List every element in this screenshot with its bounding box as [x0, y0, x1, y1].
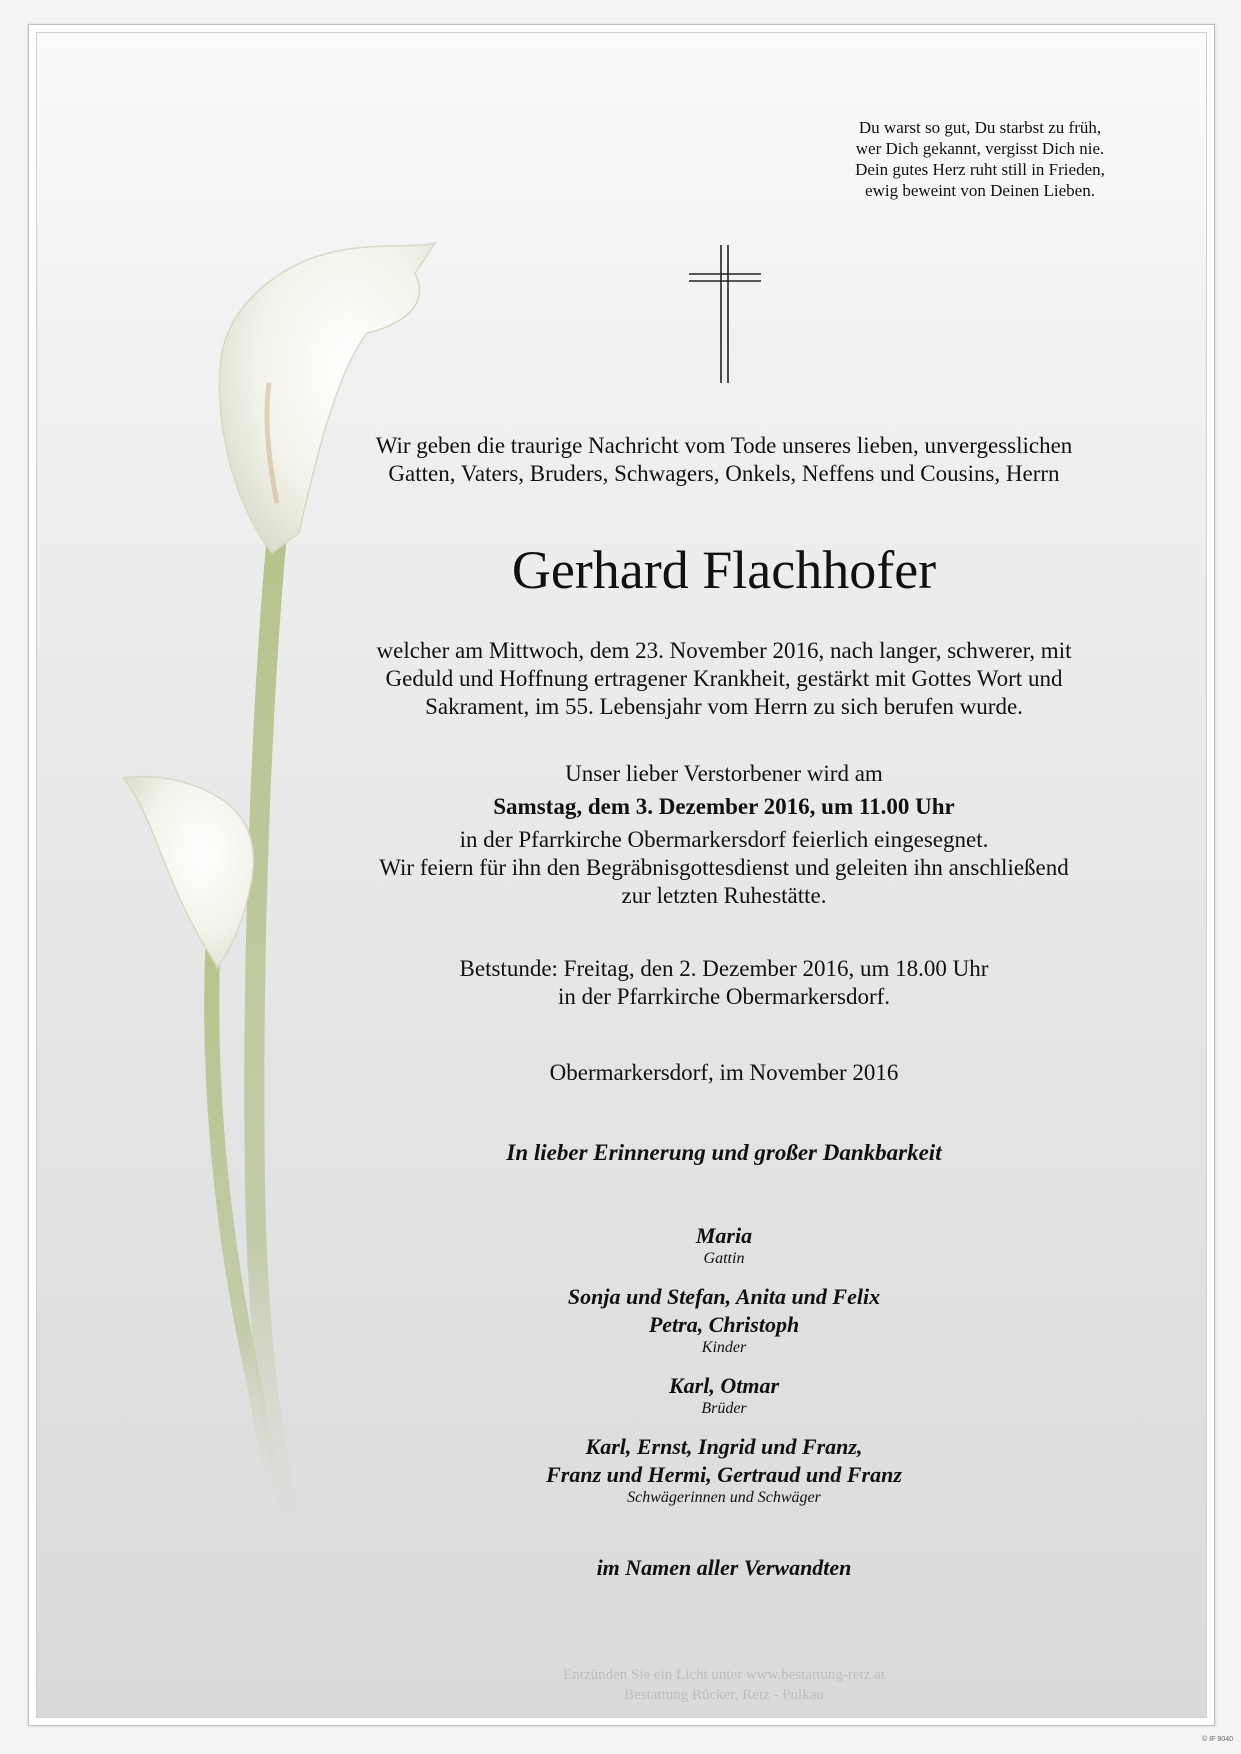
service-location-line: in der Pfarrkirche Obermarkersdorf feierlich eingesegnet.	[459, 827, 989, 852]
prayer-date-line: Betstunde: Freitag, den 2. Dezember 2016, um 18.00 Uhr	[459, 956, 989, 981]
mourner-role: Kinder	[701, 1339, 747, 1356]
mourner-group-children	[324, 1283, 1124, 1357]
funeral-home-footer	[324, 1665, 1124, 1705]
motto-line: ewig beweint von Deinen Lieben.	[865, 181, 1095, 200]
cross-icon	[687, 243, 763, 385]
details-line: Geduld und Hoffnung ertragener Krankheit, gestärkt mit Gottes Wort und	[385, 666, 1063, 691]
intro-line: Gatten, Vaters, Bruders, Schwagers, Onkels, Neffens und Cousins, Herrn	[388, 461, 1060, 486]
mourner-names: Franz und Hermi, Gertraud und Franz	[546, 1462, 902, 1487]
closing-line: im Namen aller Verwandten	[596, 1555, 852, 1580]
mourner-role: Schwägerinnen und Schwäger	[627, 1489, 821, 1506]
mourner-names: Petra, Christoph	[648, 1312, 800, 1337]
motto-line: wer Dich gekannt, vergisst Dich nie.	[855, 139, 1105, 158]
service-rest-line: zur letzten Ruhestätte.	[621, 883, 827, 908]
details-line: Sakrament, im 55. Lebensjahr vom Herrn zu sich berufen wurde.	[425, 694, 1023, 719]
death-announcement-intro	[324, 432, 1124, 488]
mourner-names: Maria	[695, 1223, 753, 1248]
intro-line: Wir geben die traurige Nachricht vom Tode unseres lieben, unvergesslichen	[375, 433, 1073, 458]
mourner-role: Gattin	[703, 1250, 745, 1267]
template-code: © IF 9040	[1202, 1736, 1233, 1743]
service-intro-line: Unser lieber Verstorbener wird am	[565, 761, 883, 786]
mourner-names: Karl, Otmar	[668, 1373, 780, 1398]
footer-funeral-home: Bestattung Rücker, Retz - Pulkau	[624, 1687, 824, 1703]
service-mass-line: Wir feiern für ihn den Begräbnisgottesdienst und geleiten ihn anschließend	[379, 855, 1069, 880]
mourner-group-spouse	[324, 1222, 1124, 1268]
mourners-list	[324, 1222, 1124, 1522]
mourner-role: Brüder	[701, 1400, 747, 1417]
death-details	[324, 637, 1124, 721]
deceased-name: Gerhard Flachhofer	[511, 540, 937, 600]
details-line: welcher am Mittwoch, dem 23. November 2016, nach langer, schwerer, mit	[376, 638, 1072, 663]
motto-line: Dein gutes Herz ruht still in Frieden,	[855, 160, 1105, 179]
mourner-names: Sonja und Stefan, Anita und Felix	[567, 1284, 881, 1309]
footer-candle-link-text: Entzünden Sie ein Licht unter www.bestattung-retz.at	[563, 1667, 885, 1683]
mourner-group-in-laws	[324, 1433, 1124, 1507]
mourner-names: Karl, Ernst, Ingrid und Franz,	[585, 1434, 863, 1459]
motto-line: Du warst so gut, Du starbst zu früh,	[858, 118, 1102, 137]
gratitude-line: In lieber Erinnerung und großer Dankbarkeit	[506, 1140, 942, 1165]
prayer-hour-info	[324, 955, 1124, 1011]
funeral-service-info	[324, 760, 1124, 910]
prayer-location-line: in der Pfarrkirche Obermarkersdorf.	[557, 984, 891, 1009]
mourner-group-brothers	[324, 1372, 1124, 1418]
service-date: Samstag, dem 3. Dezember 2016, um 11.00 Uhr	[493, 794, 955, 819]
place-and-date: Obermarkersdorf, im November 2016	[549, 1060, 899, 1085]
motto-verse	[780, 117, 1180, 201]
